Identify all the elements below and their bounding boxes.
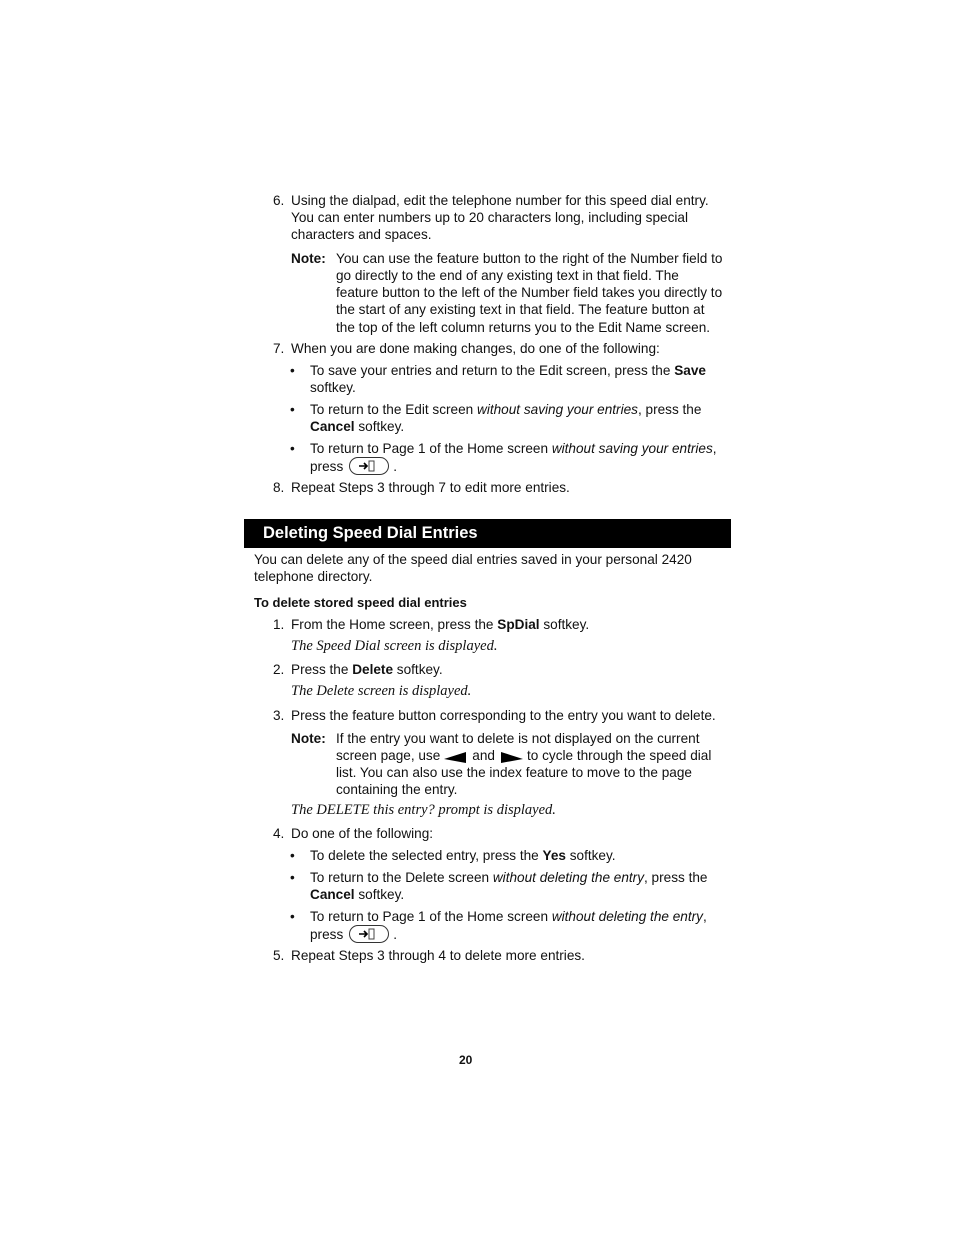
delete-step-3-number: 3. (273, 708, 285, 723)
step-7-number: 7. (273, 341, 285, 356)
delete-step-1-number: 1. (273, 617, 285, 632)
note-1-label: Note: (291, 251, 326, 266)
bullet: • (290, 363, 295, 378)
delete-step-4-bullet-3-line2: press . (310, 927, 398, 942)
step-6-number: 6. (273, 193, 285, 208)
step-7-bullet-2-line2: Cancel softkey. (310, 419, 405, 434)
note-1-line1: You can use the feature button to the right of the Number field to (336, 251, 723, 266)
note-1-line5: the top of the left column returns you to the Edit Name screen. (336, 320, 711, 335)
delete-step-1-text: From the Home screen, press the SpDial softkey. (291, 617, 590, 632)
delete-step-4-number: 4. (273, 826, 285, 841)
note-2-label: Note: (291, 731, 326, 746)
note-1-line4: the start of any existing text in that field. The feature button at (336, 302, 705, 317)
step-6-line1: Using the dialpad, edit the telephone number for this speed dial entry. (291, 193, 709, 208)
step-8-number: 8. (273, 480, 285, 495)
step-7-bullet-3: To return to Page 1 of the Home screen without saving your entries, (310, 441, 717, 456)
section-banner (244, 519, 731, 548)
step-7-bullet-1: To save your entries and return to the Edit screen, press the Save (310, 363, 706, 378)
delete-step-4-text: Do one of the following: (291, 826, 434, 841)
step-6-line3: characters and spaces. (291, 227, 432, 242)
delete-step-2-number: 2. (273, 662, 285, 677)
note-1-line2: go directly to the end of any existing text in that field. The (336, 268, 679, 283)
intro-line1: You can delete any of the speed dial entries saved in your personal 2420 (254, 552, 692, 567)
delete-step-2-result: The Delete screen is displayed. (291, 683, 472, 699)
page-number: 20 (459, 1053, 473, 1067)
bullet: • (290, 909, 295, 924)
delete-step-3-text: Press the feature button corresponding to the entry you want to delete. (291, 708, 716, 723)
bullet: • (290, 848, 295, 863)
note-2-line1: If the entry you want to delete is not displayed on the current (336, 731, 700, 746)
delete-step-2-text: Press the Delete softkey. (291, 662, 443, 677)
note-1-line3: feature button to the left of the Number field takes you directly to (336, 285, 723, 300)
delete-step-4-bullet-2: To return to the Delete screen without deleting the entry, press the (310, 870, 708, 885)
delete-step-4-bullet-2-line2: Cancel softkey. (310, 887, 405, 902)
note-2-result: The DELETE this entry? prompt is displayed. (291, 802, 556, 818)
step-7-text: When you are done making changes, do one of the following: (291, 341, 660, 356)
step-7-bullet-3-line2: press . (310, 459, 398, 474)
note-2-line2: screen page, use and to cycle through the speed dial (336, 747, 711, 767)
intro-line2: telephone directory. (254, 569, 373, 584)
note-2-line4: containing the entry. (336, 782, 458, 797)
note-2-line3: list. You can also use the index feature to move to the page (336, 765, 692, 780)
delete-step-5-number: 5. (273, 948, 285, 963)
bullet: • (290, 870, 295, 885)
step-7-bullet-1-line2: softkey. (310, 380, 356, 395)
home-key-icon (349, 925, 389, 943)
bullet: • (290, 402, 295, 417)
delete-step-1-result: The Speed Dial screen is displayed. (291, 638, 498, 654)
step-6-line2: You can enter numbers up to 20 characters long, including special (291, 210, 688, 225)
home-key-icon (349, 457, 389, 475)
bullet: • (290, 441, 295, 456)
step-8-text: Repeat Steps 3 through 7 to edit more entries. (291, 480, 570, 495)
delete-step-4-bullet-1: To delete the selected entry, press the Yes softkey. (310, 848, 616, 863)
procedure-heading: To delete stored speed dial entries (254, 595, 467, 610)
step-7-bullet-2: To return to the Edit screen without saving your entries, press the (310, 402, 702, 417)
section-title: Deleting Speed Dial Entries (263, 524, 478, 542)
delete-step-4-bullet-3: To return to Page 1 of the Home screen without deleting the entry, (310, 909, 707, 924)
delete-step-5-text: Repeat Steps 3 through 4 to delete more entries. (291, 948, 585, 963)
